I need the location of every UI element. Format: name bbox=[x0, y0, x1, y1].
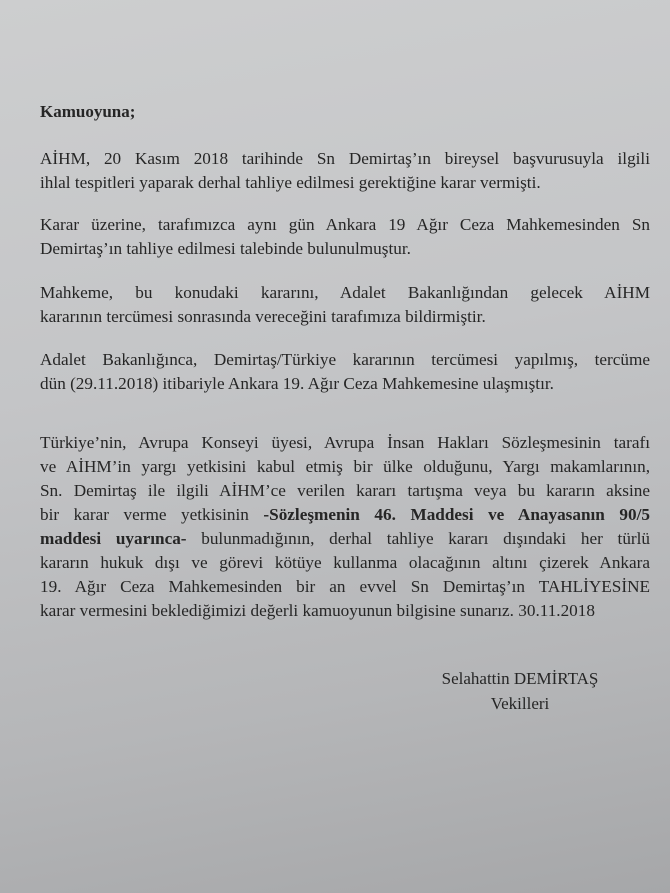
text-line bbox=[40, 551, 650, 575]
paragraph-decision bbox=[40, 147, 650, 195]
signature-block bbox=[425, 666, 615, 716]
text-segment: 19. Ağır Ceza Mahkemesinden bir an evvel Sn Demirtaş’ın TAHLİYESİNE bbox=[40, 577, 650, 596]
text-segment: kararın hukuk dışı ve görevi kötüye kullanma olacağının altını çizerek Ankara bbox=[40, 553, 650, 572]
text-segment: Mahkeme, bu konudaki kararını, Adalet Bakanlığından gelecek AİHM bbox=[40, 283, 650, 302]
text-line bbox=[40, 503, 650, 527]
text-line bbox=[40, 455, 650, 479]
text-line bbox=[40, 305, 650, 329]
text-line bbox=[40, 372, 650, 396]
text-line bbox=[40, 575, 650, 599]
text-line bbox=[40, 171, 650, 195]
text-segment: karar vermesini beklediğimizi değerli kamuoyunun bilgisine sunarız. 30.11.2018 bbox=[40, 601, 595, 620]
signature-role: Vekilleri bbox=[490, 694, 550, 713]
paragraph-demand bbox=[40, 431, 650, 623]
paragraph-translation bbox=[40, 348, 650, 396]
paragraph-request bbox=[40, 213, 650, 261]
text-line bbox=[40, 237, 650, 261]
bold-text: maddesi uyarınca- bbox=[40, 529, 187, 548]
text-segment: ve AİHM’in yargı yetkisini kabul etmiş bir ülke olduğunu, Yargı makamlarının, bbox=[40, 457, 650, 476]
text-segment: Sn. Demirtaş ile ilgili AİHM’ce verilen kararı tartışma veya bu kararın aksine bbox=[40, 481, 650, 500]
text-segment: dün (29.11.2018) itibariyle Ankara 19. Ağır Ceza Mahkemesine ulaşmıştır. bbox=[40, 374, 554, 393]
text-line bbox=[40, 213, 650, 237]
text-segment: Adalet Bakanlığınca, Demirtaş/Türkiye kararının tercümesi yapılmış, tercüme bbox=[40, 350, 650, 369]
text-segment: Demirtaş’ın tahliye edilmesi talebinde bulunulmuştur. bbox=[40, 239, 411, 258]
text-line bbox=[40, 479, 650, 503]
paragraph-court-response bbox=[40, 281, 650, 329]
text-segment: ihlal tespitleri yaparak derhal tahliye edilmesi gerektiğine karar vermişti. bbox=[40, 173, 541, 192]
text-segment: Karar üzerine, tarafımızca aynı gün Ankara 19 Ağır Ceza Mahkemesinden Sn bbox=[40, 215, 650, 234]
text-segment: kararının tercümesi sonrasında vereceğini tarafımıza bildirmiştir. bbox=[40, 307, 486, 326]
signature-name: Selahattin DEMİRTAŞ bbox=[441, 669, 599, 688]
bold-text: -Sözleşmenin 46. Maddesi ve Anayasanın 90/5 bbox=[263, 505, 650, 524]
text-segment: bulunmadığının, derhal tahliye kararı dışındaki her türlü bbox=[186, 529, 651, 548]
document-title: Kamuoyuna; bbox=[40, 102, 136, 121]
text-line bbox=[40, 147, 650, 171]
text-segment: AİHM, 20 Kasım 2018 tarihinde Sn Demirtaş’ın bireysel başvurusuyla ilgili bbox=[40, 149, 650, 168]
text-line bbox=[40, 527, 650, 551]
text-line bbox=[40, 431, 650, 455]
text-segment: Türkiye’nin, Avrupa Konseyi üyesi, Avrupa İnsan Hakları Sözleşmesinin tarafı bbox=[40, 433, 650, 452]
text-segment: bir karar verme yetkisinin bbox=[40, 505, 264, 524]
text-line bbox=[40, 281, 650, 305]
text-line bbox=[40, 348, 650, 372]
text-line bbox=[40, 599, 650, 623]
